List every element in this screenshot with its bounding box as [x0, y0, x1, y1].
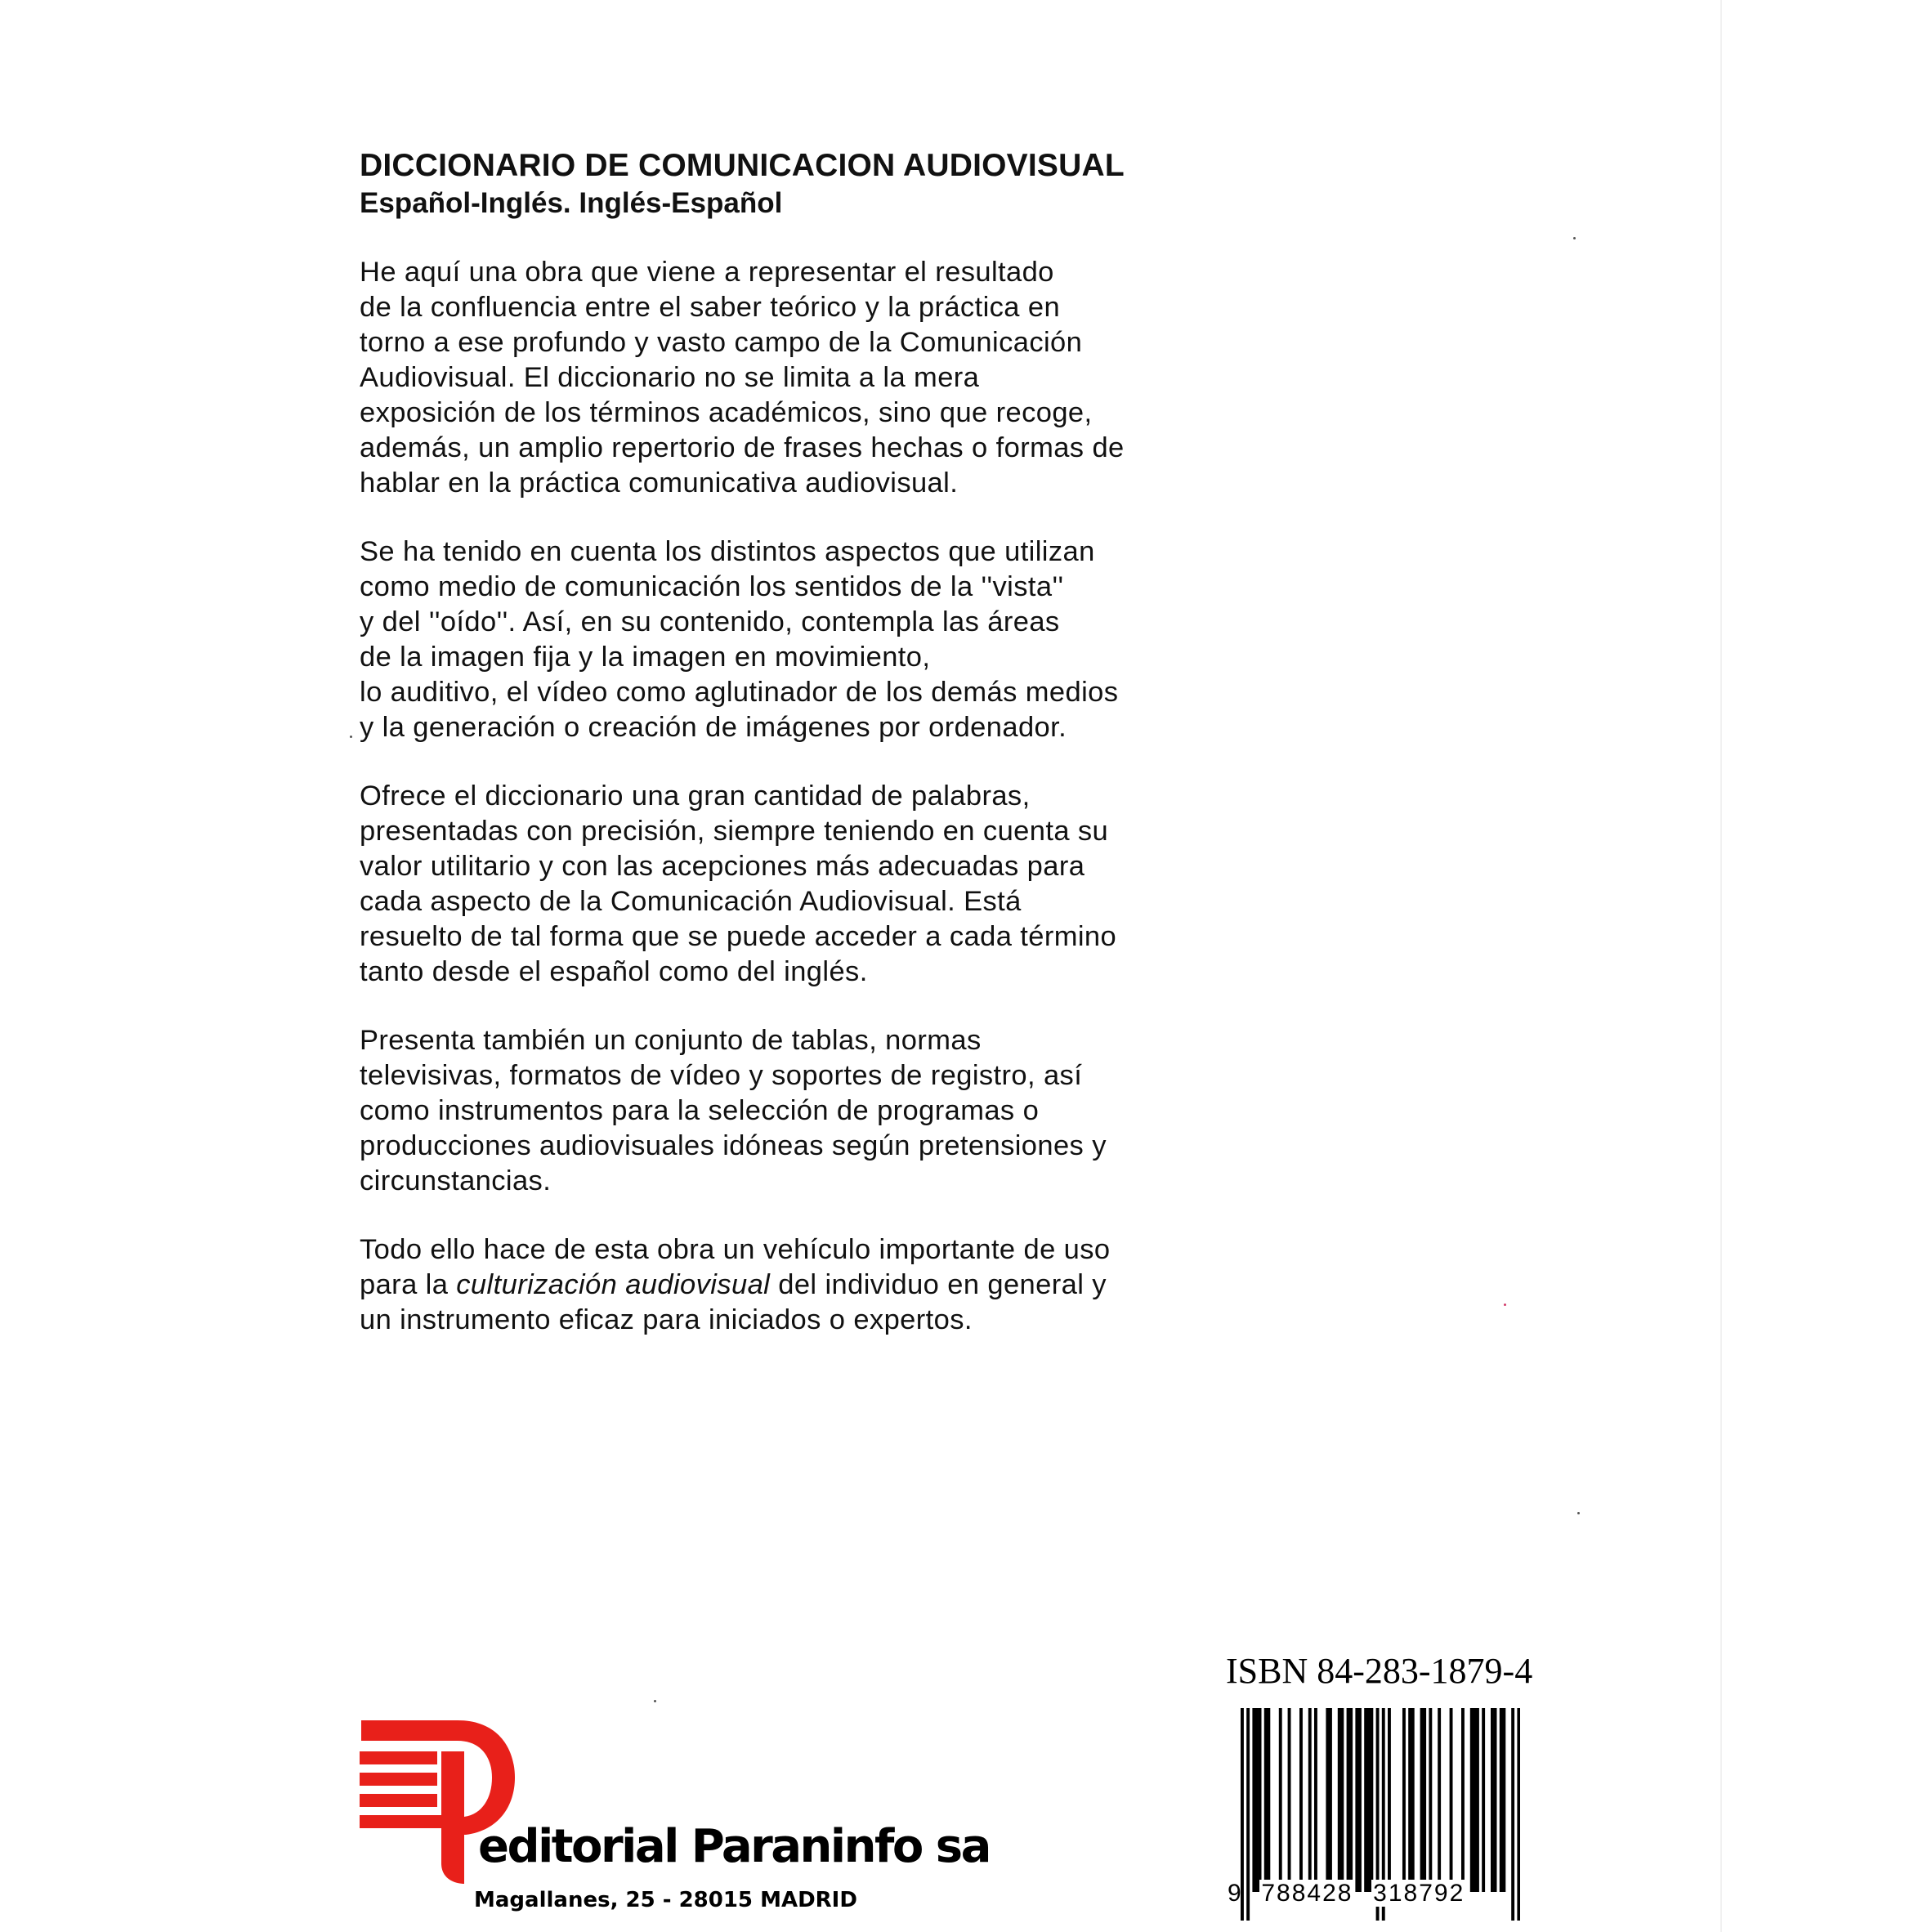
barcode-bar	[1450, 1708, 1453, 1892]
barcode-bar	[1502, 1708, 1505, 1892]
barcode-bar	[1288, 1708, 1291, 1892]
paragraph-line: Presenta también un conjunto de tablas, normas	[360, 1025, 982, 1056]
barcode-bar	[1370, 1708, 1373, 1892]
barcode-number	[1228, 1880, 1466, 1907]
book-title: DICCIONARIO DE COMUNICACION AUDIOVISUAL	[360, 148, 1125, 183]
barcode-bar	[1338, 1708, 1341, 1892]
barcode-guard-bar	[1511, 1708, 1514, 1921]
barcode-bar	[1255, 1708, 1259, 1892]
barcode-bar	[1438, 1708, 1441, 1892]
barcode-bar	[1267, 1708, 1270, 1892]
barcode-bar	[1358, 1708, 1362, 1892]
barcode-bar	[1423, 1708, 1426, 1892]
barcode-bar	[1367, 1708, 1371, 1892]
book-subtitle: Español-Inglés. Inglés-Español	[360, 187, 783, 219]
paragraph-line	[360, 1268, 1324, 1303]
paragraph-line: además, un amplio repertorio de frases hechas o formas de	[360, 432, 1125, 463]
barcode-bar	[1470, 1708, 1474, 1892]
barcode-bar	[1402, 1708, 1406, 1892]
barcode-guard-bar	[1517, 1708, 1520, 1921]
paragraph-line: de la imagen fija y la imagen en movimiento,	[360, 642, 931, 673]
barcode-bar	[1329, 1708, 1332, 1892]
barcode-bar	[1482, 1708, 1485, 1892]
speck	[1504, 1304, 1506, 1306]
barcode-right-group: 318792	[1373, 1880, 1465, 1907]
barcode-bar	[1429, 1708, 1432, 1892]
paragraph-line: producciones audiovisuales idóneas según pretensiones y	[360, 1130, 1107, 1161]
paragraph-line: Todo ello hace de esta obra un vehículo importante de uso	[360, 1234, 1111, 1265]
paragraph-line: cada aspecto de la Comunicación Audiovisual. Está	[360, 886, 1022, 917]
paragraph-line: y del ''oído''. Así, en su contenido, contempla las áreas	[360, 606, 1060, 637]
speck	[350, 736, 352, 738]
paragraph-line: presentadas con precisión, siempre teniendo en cuenta su	[360, 816, 1109, 847]
paragraph-line: hablar en la práctica comunicativa audiovisual.	[360, 467, 959, 499]
barcode-bar	[1473, 1708, 1476, 1892]
speck	[654, 1700, 656, 1702]
paragraph-line: tanto desde el español como del inglés.	[360, 956, 868, 987]
barcode-bar	[1461, 1708, 1465, 1892]
paragraph-line: un instrumento eficaz para iniciados o expertos.	[360, 1304, 973, 1335]
paragraph-2	[360, 534, 1324, 745]
barcode-bar	[1252, 1708, 1255, 1892]
paragraph-1	[360, 255, 1324, 501]
paragraph-line: como medio de comunicación los sentidos de la ''vista''	[360, 571, 1064, 602]
text-run: para la	[360, 1269, 457, 1300]
paragraph-line: torno a ese profundo y vasto campo de la Comunicación	[360, 327, 1083, 358]
barcode-bar	[1500, 1708, 1503, 1892]
paragraph-line: valor utilitario y con las acepciones más adecuadas para	[360, 851, 1085, 882]
barcode-bar	[1347, 1708, 1350, 1892]
barcode-left-group: 788428	[1261, 1880, 1353, 1907]
speck	[1573, 237, 1576, 239]
barcode-bar	[1340, 1708, 1344, 1892]
italic-phrase: culturización audiovisual	[456, 1269, 771, 1300]
barcode-bar	[1491, 1708, 1494, 1892]
barcode-bar	[1408, 1708, 1411, 1892]
text-run: del individuo en general y	[770, 1269, 1107, 1300]
barcode-bar	[1388, 1708, 1391, 1892]
isbn-label: ISBN 84-283-1879-4	[1226, 1651, 1533, 1691]
barcode-bar	[1355, 1708, 1358, 1892]
paragraph-line: de la confluencia entre el saber teórico y la práctica en	[360, 292, 1061, 323]
paragraph-4	[360, 1023, 1324, 1199]
barcode-bar	[1299, 1708, 1303, 1892]
barcode-bar	[1314, 1708, 1317, 1892]
paragraph-line: y la generación o creación de imágenes por ordenador.	[360, 712, 1067, 743]
paragraph-line: Ofrece el diccionario una gran cantidad de palabras,	[360, 780, 1031, 812]
barcode-bar	[1476, 1708, 1479, 1892]
speck	[1577, 1512, 1580, 1514]
publisher-block	[360, 1720, 990, 1916]
barcode-bar	[1326, 1708, 1329, 1892]
page-edge	[1720, 0, 1722, 1932]
barcode-bar	[1364, 1708, 1367, 1892]
paragraph-line: lo auditivo, el vídeo como aglutinador de los demás medios	[360, 677, 1119, 708]
barcode-bar	[1308, 1708, 1312, 1892]
barcode-bar	[1349, 1708, 1353, 1892]
paragraph-line: Audiovisual. El diccionario no se limita a la mera	[360, 362, 980, 393]
paragraph-line: He aquí una obra que viene a representar el resultado	[360, 257, 1054, 288]
paragraph-line: televisivas, formatos de vídeo y soportes de registro, así	[360, 1060, 1083, 1091]
paragraph-line: como instrumentos para la selección de programas o	[360, 1095, 1040, 1126]
barcode-bar	[1279, 1708, 1282, 1892]
paragraph-3	[360, 779, 1324, 990]
paragraph-5	[360, 1232, 1324, 1338]
barcode-bar	[1420, 1708, 1424, 1892]
paragraph-line: circunstancias.	[360, 1165, 552, 1196]
publisher-address: Magallanes, 25 - 28015 MADRID	[474, 1888, 857, 1912]
barcode-first-digit: 9	[1228, 1880, 1243, 1907]
paragraph-line: resuelto de tal forma que se puede acceder a cada término	[360, 921, 1117, 952]
barcode-bar	[1264, 1708, 1268, 1892]
barcode-bar	[1494, 1708, 1497, 1892]
barcode-bar	[1411, 1708, 1415, 1892]
barcode-bar	[1259, 1708, 1262, 1892]
paragraph-line: exposición de los términos académicos, sino que recoge,	[360, 397, 1093, 428]
paragraph-line: Se ha tenido en cuenta los distintos aspectos que utilizan	[360, 536, 1095, 567]
back-cover-text	[360, 147, 1324, 1371]
publisher-name: editorial Paraninfo sa	[478, 1820, 990, 1873]
